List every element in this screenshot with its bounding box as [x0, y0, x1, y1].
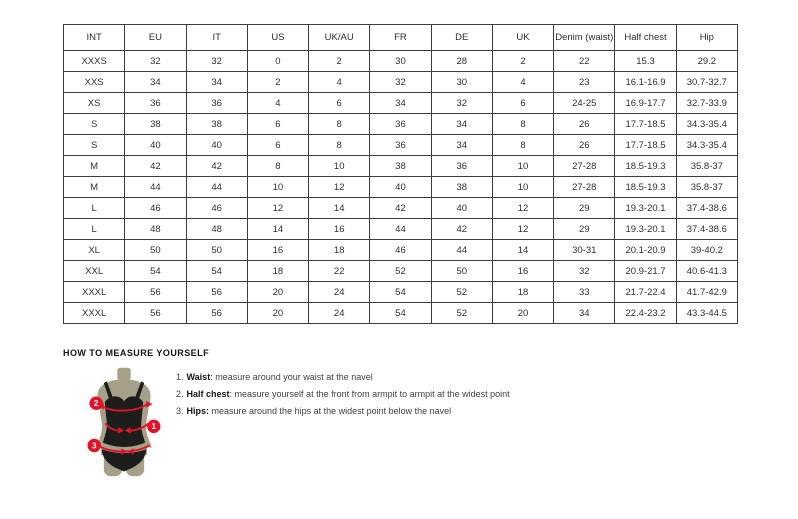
- table-cell: 34.3-35.4: [676, 135, 737, 156]
- table-cell: 2: [247, 72, 308, 93]
- table-cell: 32: [186, 51, 247, 72]
- table-cell: 6: [247, 114, 308, 135]
- table-cell: 34: [431, 114, 492, 135]
- size-cell: L: [64, 198, 125, 219]
- table-cell: 4: [309, 72, 370, 93]
- column-header: DE: [431, 25, 492, 51]
- table-cell: 46: [125, 198, 186, 219]
- size-chart-header: [64, 25, 738, 51]
- table-cell: 24-25: [554, 93, 615, 114]
- column-header: US: [247, 25, 308, 51]
- size-cell: XXXL: [64, 282, 125, 303]
- size-cell: M: [64, 156, 125, 177]
- table-cell: 10: [247, 177, 308, 198]
- table-cell: 43.3-44.5: [676, 303, 737, 324]
- table-cell: 38: [125, 114, 186, 135]
- column-header: Half chest: [615, 25, 676, 51]
- table-cell: 37.4-38.6: [676, 219, 737, 240]
- table-cell: 14: [247, 219, 308, 240]
- table-cell: 54: [125, 261, 186, 282]
- table-cell: 34.3-35.4: [676, 114, 737, 135]
- table-cell: 40: [125, 135, 186, 156]
- table-cell: 16: [247, 240, 308, 261]
- table-cell: 16.1-16.9: [615, 72, 676, 93]
- measure-step-waist: [176, 369, 510, 386]
- table-cell: 32: [554, 261, 615, 282]
- table-cell: 40: [186, 135, 247, 156]
- table-cell: 34: [186, 72, 247, 93]
- table-cell: 50: [186, 240, 247, 261]
- table-cell: 20: [492, 303, 553, 324]
- table-cell: 12: [309, 177, 370, 198]
- table-cell: 29.2: [676, 51, 737, 72]
- step-label: Waist: [186, 372, 211, 382]
- table-cell: 17.7-18.5: [615, 114, 676, 135]
- table-cell: 30.7-32.7: [676, 72, 737, 93]
- table-cell: 32.7-33.9: [676, 93, 737, 114]
- size-chart-body: [64, 51, 738, 324]
- table-cell: 52: [431, 282, 492, 303]
- size-cell: XXXS: [64, 51, 125, 72]
- table-cell: 18: [492, 282, 553, 303]
- table-row: [64, 303, 738, 324]
- table-cell: 0: [247, 51, 308, 72]
- table-cell: 22: [309, 261, 370, 282]
- measure-instructions: [176, 369, 510, 420]
- measurement-figure: [76, 366, 172, 478]
- table-cell: 18.5-19.3: [615, 156, 676, 177]
- table-cell: 34: [554, 303, 615, 324]
- table-row: [64, 93, 738, 114]
- table-cell: 40.6-41.3: [676, 261, 737, 282]
- table-cell: 32: [125, 51, 186, 72]
- measure-section-title: HOW TO MEASURE YOURSELF: [63, 348, 210, 358]
- table-cell: 18: [247, 261, 308, 282]
- table-cell: 18.5-19.3: [615, 177, 676, 198]
- table-cell: 19.3-20.1: [615, 219, 676, 240]
- table-row: [64, 114, 738, 135]
- table-cell: 54: [186, 261, 247, 282]
- marker-label-2: 2: [93, 399, 99, 409]
- table-cell: 42: [370, 198, 431, 219]
- table-cell: 36: [431, 156, 492, 177]
- table-cell: 34: [370, 93, 431, 114]
- table-cell: 36: [186, 93, 247, 114]
- table-cell: 32: [431, 93, 492, 114]
- table-cell: 8: [309, 135, 370, 156]
- column-header: Denim (waist): [554, 25, 615, 51]
- column-header: UK: [492, 25, 553, 51]
- table-cell: 33: [554, 282, 615, 303]
- step-number: 3.: [176, 406, 184, 416]
- table-cell: 20: [247, 282, 308, 303]
- mannequin-illustration: [76, 366, 172, 478]
- step-text: : measure around your waist at the navel: [210, 372, 373, 382]
- table-cell: 26: [554, 114, 615, 135]
- table-cell: 44: [431, 240, 492, 261]
- size-cell: XXXL: [64, 303, 125, 324]
- measure-step-hips: [176, 403, 510, 420]
- table-cell: 48: [125, 219, 186, 240]
- table-cell: 44: [370, 219, 431, 240]
- table-cell: 44: [186, 177, 247, 198]
- table-cell: 56: [186, 303, 247, 324]
- table-cell: 14: [309, 198, 370, 219]
- table-cell: 30: [431, 72, 492, 93]
- table-cell: 19.3-20.1: [615, 198, 676, 219]
- table-cell: 50: [431, 261, 492, 282]
- size-cell: XL: [64, 240, 125, 261]
- table-cell: 40: [370, 177, 431, 198]
- table-cell: 22: [554, 51, 615, 72]
- table-cell: 20: [247, 303, 308, 324]
- table-cell: 38: [186, 114, 247, 135]
- table-cell: 22.4-23.2: [615, 303, 676, 324]
- size-cell: M: [64, 177, 125, 198]
- column-header: EU: [125, 25, 186, 51]
- table-row: [64, 156, 738, 177]
- size-cell: L: [64, 219, 125, 240]
- column-header: UK/AU: [309, 25, 370, 51]
- table-cell: 39-40.2: [676, 240, 737, 261]
- header-row: [64, 25, 738, 51]
- table-cell: 8: [247, 156, 308, 177]
- table-cell: 44: [125, 177, 186, 198]
- table-cell: 36: [125, 93, 186, 114]
- table-cell: 41.7-42.9: [676, 282, 737, 303]
- table-cell: 24: [309, 282, 370, 303]
- size-cell: XS: [64, 93, 125, 114]
- column-header: FR: [370, 25, 431, 51]
- table-cell: 10: [492, 156, 553, 177]
- table-row: [64, 135, 738, 156]
- table-cell: 16.9-17.7: [615, 93, 676, 114]
- table-cell: 36: [370, 135, 431, 156]
- table-row: [64, 198, 738, 219]
- size-cell: S: [64, 135, 125, 156]
- table-cell: 42: [431, 219, 492, 240]
- table-cell: 20.9-21.7: [615, 261, 676, 282]
- table-cell: 29: [554, 219, 615, 240]
- step-label: Hips:: [186, 406, 210, 416]
- table-cell: 35.8-37: [676, 177, 737, 198]
- table-cell: 12: [247, 198, 308, 219]
- table-cell: 16: [309, 219, 370, 240]
- table-cell: 27-28: [554, 177, 615, 198]
- table-cell: 38: [431, 177, 492, 198]
- table-row: [64, 261, 738, 282]
- table-cell: 16: [492, 261, 553, 282]
- table-cell: 4: [247, 93, 308, 114]
- marker-label-1: 1: [151, 422, 157, 432]
- table-cell: 34: [431, 135, 492, 156]
- table-cell: 48: [186, 219, 247, 240]
- table-cell: 36: [370, 114, 431, 135]
- table-cell: 28: [431, 51, 492, 72]
- column-header: Hip: [676, 25, 737, 51]
- table-cell: 27-28: [554, 156, 615, 177]
- table-cell: 6: [247, 135, 308, 156]
- marker-label-3: 3: [91, 441, 97, 451]
- table-cell: 2: [309, 51, 370, 72]
- step-text: : measure yourself at the front from armpit to armpit at the widest point: [229, 389, 510, 399]
- size-cell: XXL: [64, 261, 125, 282]
- table-cell: 8: [492, 135, 553, 156]
- table-cell: 46: [186, 198, 247, 219]
- table-cell: 42: [125, 156, 186, 177]
- table-cell: 8: [309, 114, 370, 135]
- table-row: [64, 177, 738, 198]
- table-cell: 52: [431, 303, 492, 324]
- table-cell: 15.3: [615, 51, 676, 72]
- table-cell: 56: [125, 282, 186, 303]
- step-text: measure around the hips at the widest point below the navel: [209, 406, 452, 416]
- table-row: [64, 72, 738, 93]
- table-cell: 14: [492, 240, 553, 261]
- table-cell: 10: [492, 177, 553, 198]
- table-cell: 24: [309, 303, 370, 324]
- table-cell: 12: [492, 198, 553, 219]
- table-cell: 52: [370, 261, 431, 282]
- table-cell: 54: [370, 303, 431, 324]
- table-cell: 32: [370, 72, 431, 93]
- table-cell: 54: [370, 282, 431, 303]
- table-cell: 10: [309, 156, 370, 177]
- column-header: IT: [186, 25, 247, 51]
- table-cell: 6: [309, 93, 370, 114]
- table-row: [64, 240, 738, 261]
- table-cell: 56: [186, 282, 247, 303]
- table-cell: 17.7-18.5: [615, 135, 676, 156]
- table-cell: 18: [309, 240, 370, 261]
- table-cell: 46: [370, 240, 431, 261]
- table-cell: 37.4-38.6: [676, 198, 737, 219]
- table-cell: 40: [431, 198, 492, 219]
- size-chart-table: [63, 24, 738, 324]
- table-row: [64, 51, 738, 72]
- table-cell: 6: [492, 93, 553, 114]
- table-cell: 26: [554, 135, 615, 156]
- table-cell: 23: [554, 72, 615, 93]
- size-cell: XXS: [64, 72, 125, 93]
- table-cell: 20.1-20.9: [615, 240, 676, 261]
- column-header: INT: [64, 25, 125, 51]
- step-label: Half chest: [186, 389, 230, 399]
- table-cell: 12: [492, 219, 553, 240]
- table-cell: 56: [125, 303, 186, 324]
- table-cell: 30-31: [554, 240, 615, 261]
- table-cell: 38: [370, 156, 431, 177]
- table-cell: 2: [492, 51, 553, 72]
- table-row: [64, 219, 738, 240]
- table-cell: 30: [370, 51, 431, 72]
- table-cell: 21.7-22.4: [615, 282, 676, 303]
- step-number: 2.: [176, 389, 184, 399]
- table-cell: 4: [492, 72, 553, 93]
- step-number: 1.: [176, 372, 184, 382]
- measure-step-half-chest: [176, 386, 510, 403]
- table-cell: 35.8-37: [676, 156, 737, 177]
- table-cell: 29: [554, 198, 615, 219]
- table-row: [64, 282, 738, 303]
- table-cell: 50: [125, 240, 186, 261]
- size-cell: S: [64, 114, 125, 135]
- table-cell: 42: [186, 156, 247, 177]
- table-cell: 8: [492, 114, 553, 135]
- table-cell: 34: [125, 72, 186, 93]
